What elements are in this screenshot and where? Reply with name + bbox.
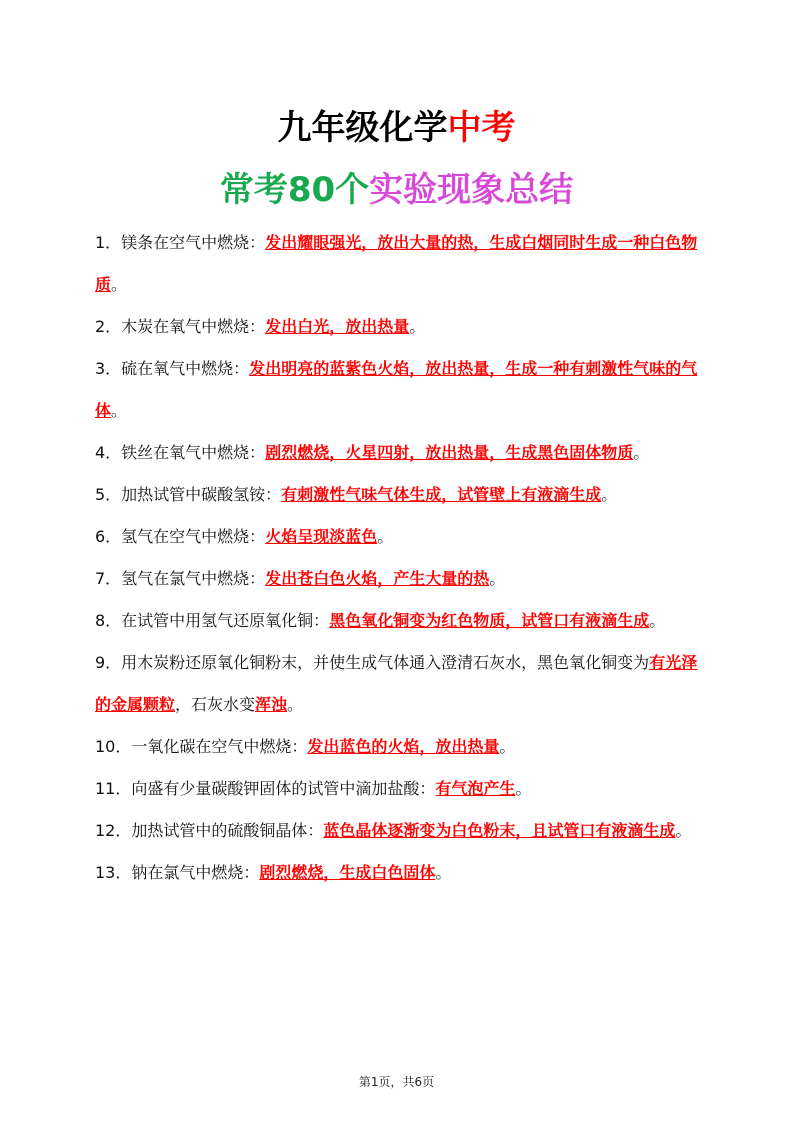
title-part-red: 中考 — [447, 108, 516, 148]
item-answer: 有气泡产生 — [435, 779, 516, 798]
item-question: 7．氢气在氯气中燃烧： — [95, 569, 266, 588]
item-answer: 有刺激性气味气体生成，试管壁上有液滴生成 — [281, 485, 602, 504]
item-question: 6．氢气在空气中燃烧： — [95, 527, 266, 546]
list-item — [95, 642, 701, 726]
item-question: 8．在试管中用氢气还原氧化铜： — [95, 611, 330, 630]
item-question: 13．钠在氯气中燃烧： — [95, 863, 260, 882]
item-end: 。 — [111, 275, 128, 294]
item-end: 。 — [287, 695, 304, 714]
page-subtitle — [0, 168, 793, 212]
item-end: 。 — [489, 569, 506, 588]
list-item — [95, 558, 701, 600]
list-item — [95, 726, 701, 768]
item-end: 。 — [633, 443, 650, 462]
item-question: 5．加热试管中碳酸氢铵： — [95, 485, 282, 504]
item-answer: 发出明亮的蓝紫色火焰，放出热量，生成一种有刺激性气味的气体 — [95, 359, 698, 420]
subtitle-part-green: 常考80个 — [219, 170, 370, 210]
item-end: 。 — [499, 737, 516, 756]
item-end: 。 — [435, 863, 452, 882]
item-answer: 剧烈燃烧，火星四射，放出热量，生成黑色固体物质 — [265, 443, 634, 462]
list-item — [95, 852, 701, 894]
item-end: 。 — [409, 317, 426, 336]
item-answer: 发出白光，放出热量 — [265, 317, 410, 336]
item-end: 。 — [111, 401, 128, 420]
item-answer: 发出蓝色的火焰，放出热量 — [307, 737, 500, 756]
item-end: 。 — [675, 821, 692, 840]
list-item — [95, 222, 701, 306]
item-end: 。 — [649, 611, 666, 630]
experiment-list — [95, 222, 701, 894]
item-question: 4．铁丝在氧气中燃烧： — [95, 443, 266, 462]
item-answer: 发出耀眼强光，放出大量的热，生成白烟同时生成一种白色物质 — [95, 233, 698, 294]
item-answer-2: 浑浊 — [255, 695, 288, 714]
item-question: 1．镁条在空气中燃烧： — [95, 233, 266, 252]
list-item — [95, 600, 701, 642]
item-answer: 火焰呈现淡蓝色 — [265, 527, 378, 546]
item-question: 3．硫在氧气中燃烧： — [95, 359, 250, 378]
page-footer: 第1页，共6页 — [358, 1075, 435, 1089]
list-item — [95, 768, 701, 810]
item-answer: 蓝色晶体逐渐变为白色粉末，且试管口有液滴生成 — [323, 821, 676, 840]
item-question: 2．木炭在氧气中燃烧： — [95, 317, 266, 336]
item-answer: 剧烈燃烧，生成白色固体 — [259, 863, 436, 882]
list-item — [95, 348, 701, 432]
item-end: 。 — [601, 485, 618, 504]
list-item — [95, 516, 701, 558]
list-item — [95, 306, 701, 348]
title-part-black: 九年级化学 — [277, 108, 448, 148]
item-question: 10．一氧化碳在空气中燃烧： — [95, 737, 308, 756]
item-answer: 发出苍白色火焰，产生大量的热 — [265, 569, 490, 588]
item-question: 9．用木炭粉还原氧化铜粉末，并使生成气体通入澄清石灰水，黑色氧化铜变为 — [95, 653, 650, 672]
item-end: 。 — [515, 779, 532, 798]
list-item — [95, 810, 701, 852]
item-answer: 有光泽的金属颗粒 — [95, 653, 698, 714]
item-end: 。 — [377, 527, 394, 546]
item-answer: 黑色氧化铜变为红色物质，试管口有液滴生成 — [329, 611, 650, 630]
item-question: 12．加热试管中的硫酸铜晶体： — [95, 821, 324, 840]
list-item — [95, 432, 701, 474]
list-item — [95, 474, 701, 516]
item-middle: ，石灰水变 — [175, 695, 256, 714]
subtitle-part-magenta: 实验现象总结 — [369, 170, 574, 210]
page-title — [0, 106, 793, 150]
item-question: 11．向盛有少量碳酸钾固体的试管中滴加盐酸： — [95, 779, 436, 798]
